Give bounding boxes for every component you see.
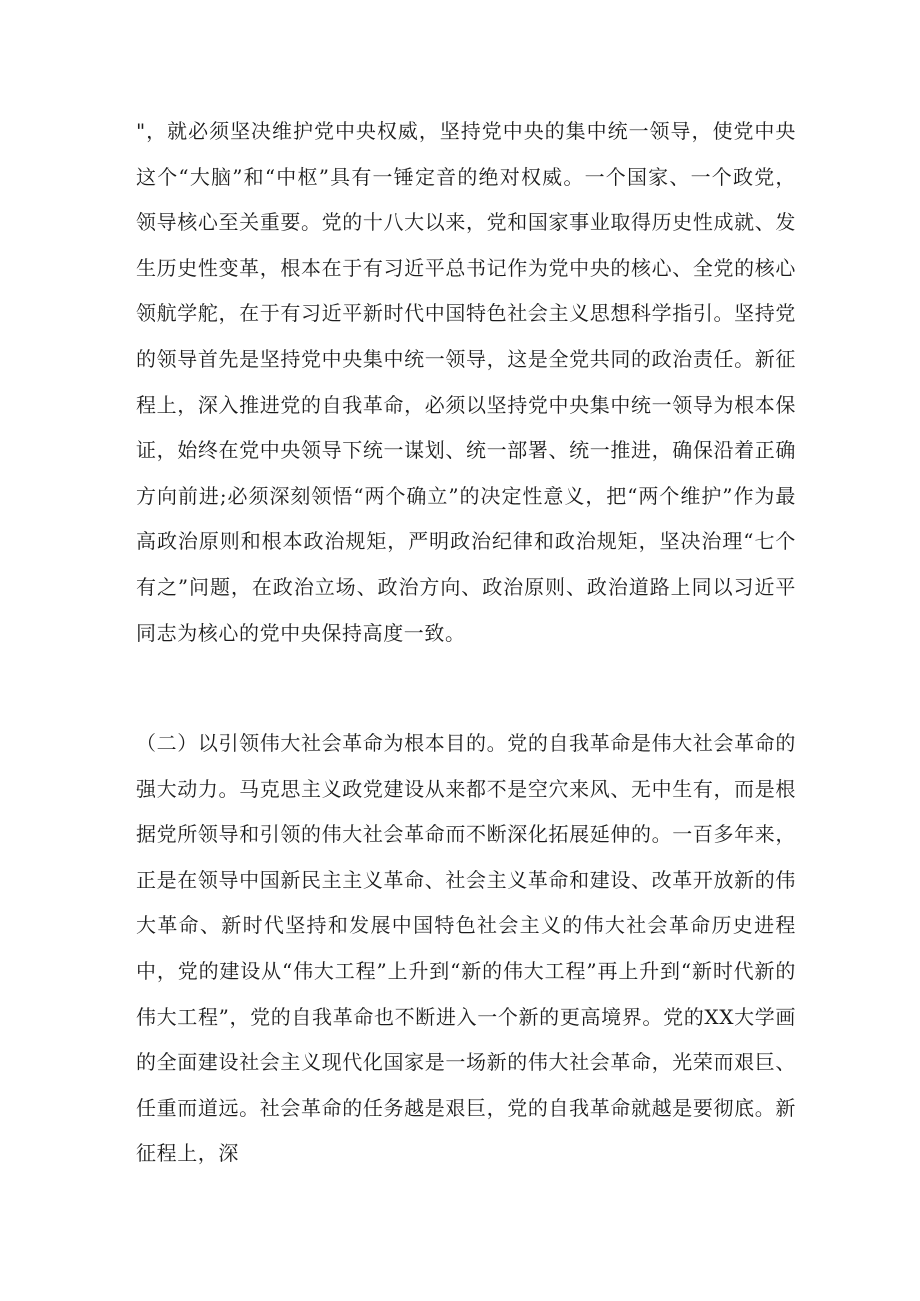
body-paragraph-2: （二）以引领伟大社会革命为根本目的。党的自我革命是伟大社会革命的强大动力。马克思主义政党建设从来都不是空穴来风、无中生有，而是根据党所领导和引领的伟大社会革命而不断深化拓展延伸的。一百多年来，正是在领导中国新民主主义革命、社会主义革命和建设、改革开放新的伟大革命、新时代坚持和发展中国特色社会主义的伟大社会革命历史进程中，党的建设从“伟大工程”上升到“新的伟大工程”再上升到“新时代新的伟大工程”，党的自我革命也不断进入一个新的更高境界。党的XX大学画的全面建设社会主义现代化国家是一场新的伟大社会革命，光荣而艰巨、任重而道远。社会革命的任务越是艰巨，党的自我革命就越是要彻底。新征程上，深 xyxy=(136,731,796,1166)
body-paragraph-1: "，就必须坚决维护党中央权威，坚持党中央的集中统一领导，使党中央这个“大脑”和“中枢”具有一锤定音的绝对权威。一个国家、一个政党，领导核心至关重要。党的十八大以来，党和国家事业取得历史性成就、发生历史性变革，根本在于有习近平总书记作为党中央的核心、全党的核心领航学舵，在于有习近平新时代中国特色社会主义思想科学指引。坚持党的领导首先是坚持党中央集中统一领导，这是全党共同的政治责任。新征程上，深入推进党的自我革命，必须以坚持党中央集中统一领导为根本保证，始终在党中央领导下统一谋划、统一部署、统一推进，确保沿着正确方向前进;必须深刻领悟“两个确立”的决定性意义，把“两个维护”作为最高政治原则和根本政治规矩，严明政治纪律和政治规矩，坚决治理“七个有之”问题，在政治立场、政治方向、政治原则、政治道路上同以习近平同志为核心的党中央保持高度一致。 xyxy=(136,119,796,645)
